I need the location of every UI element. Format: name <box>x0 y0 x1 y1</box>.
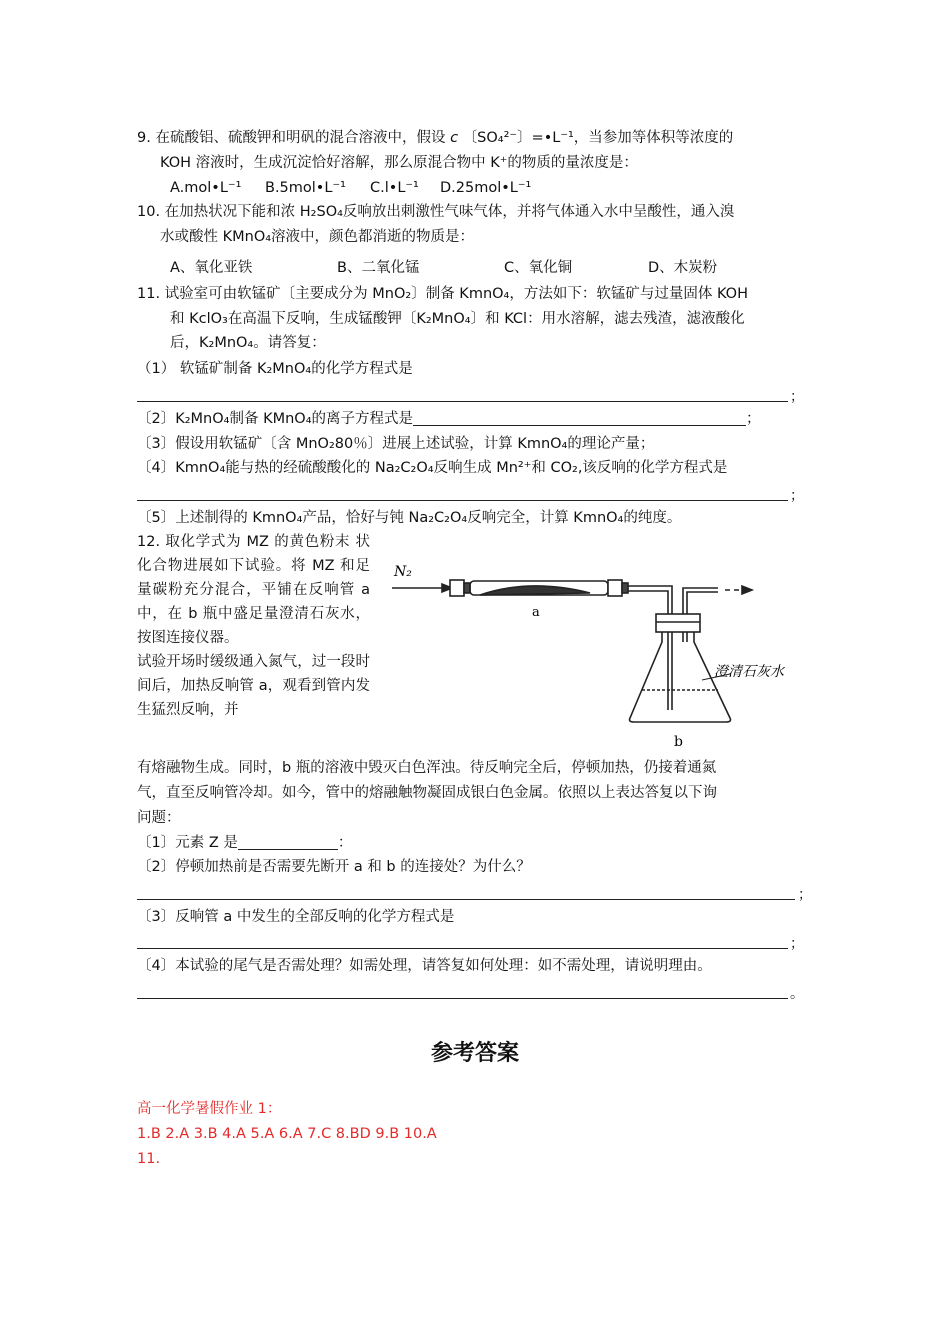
q11-line-1: 11. 试验室可由软锰矿〔主要成分为 MnO₂〕制备 KmnO₄，方法如下：软锰矿与过量固体 KOH <box>137 286 749 302</box>
q10-option-a: A、氧化亚铁 <box>170 260 253 276</box>
q11-part-4: 〔4〕KmnO₄能与热的经硫酸酸化的 Na₂C₂O₄反响生成 Mn²⁺和 CO₂,该反响的化学方程式是 <box>137 460 728 476</box>
q10-option-d: D、木炭粉 <box>648 260 718 276</box>
tube-a-label: a <box>532 605 540 620</box>
q12-part-3: 〔3〕反响管 a 中发生的全部反响的化学方程式是 <box>137 909 455 925</box>
q12-semicolon-3: ； <box>790 936 804 952</box>
answers-line-2: 11. <box>137 1151 161 1167</box>
q11-line-3: 后，K₂MnO₄。请答复： <box>170 335 326 351</box>
answers-line-1: 1.B 2.A 3.B 4.A 5.A 6.A 7.C 8.BD 9.B 10.A <box>137 1126 437 1142</box>
q9-option-a: A.mol•L⁻¹ <box>170 180 242 196</box>
q12-answer-line-2[interactable] <box>137 898 795 900</box>
q11-semicolon-4: ； <box>790 488 804 504</box>
tube-contents <box>480 586 590 595</box>
q12-answer-line-3[interactable] <box>137 947 788 949</box>
q12-part-1: 〔1〕元素 Z 是 ： <box>137 835 353 851</box>
q9-option-c: C.l•L⁻¹ <box>370 180 419 196</box>
n2-label: N₂ <box>394 564 412 580</box>
q11-part-1: （1） 软锰矿制备 K₂MnO₄的化学方程式是 <box>137 361 413 377</box>
q12-intro <box>137 530 370 722</box>
right-stopper <box>608 580 622 596</box>
q9-option-d: D.25mol•L⁻¹ <box>440 180 532 196</box>
q9-option-b: B.5mol•L⁻¹ <box>265 180 346 196</box>
q12-intro-a: 12. 取化学式为 MZ 的黄色粉末 状化合物进展如下试验。将 MZ 和足量碳粉充分混合，平铺在反响管 a 中，在 b 瓶中盛足量澄清石灰水，按图连接仪器。 <box>137 534 370 646</box>
left-connector <box>464 583 470 593</box>
flask-b-label: b <box>674 734 683 750</box>
q11-part-5: 〔5〕上述制得的 KmnO₄产品，恰好与钝 Na₂C₂O₄反响完全，计算 KmnO₄的纯度。 <box>137 510 682 526</box>
q12-end-mark: 。 <box>790 986 804 1002</box>
q11-answer-blank-2[interactable] <box>413 409 746 426</box>
apparatus-figure <box>380 550 820 750</box>
left-stopper <box>450 580 464 596</box>
exhaust-arrow-head <box>742 586 752 594</box>
q10-line-2: 水或酸性 KMnO₄溶液中，颜色都消逝的物质是： <box>160 229 475 245</box>
q12-intro-b: 试验开场时缓级通入氮气，过一段时间后，加热反响管 a，观看到管内发生猛烈反响，并 <box>137 654 370 718</box>
q11-answer-line-1[interactable] <box>137 400 788 402</box>
q11-line-2: 和 KclO₃在高温下反响，生成锰酸钾〔K₂MnO₄〕和 KCl：用水溶解，滤去残渣，滤液酸化 <box>170 311 745 327</box>
q12-answer-line-4[interactable] <box>137 997 788 999</box>
q11-part-3: 〔3〕假设用软锰矿〔含 MnO₂80％〕进展上述试验，计算 KmnO₄的理论产量； <box>137 436 655 452</box>
q12-part-4: 〔4〕本试验的尾气是否需处理？如需处理，请答复如何处理：如不需处理，请说明理由。 <box>137 958 712 974</box>
right-connector <box>622 583 628 593</box>
q12-part-2: 〔2〕停顿加热前是否需要先断开 a 和 b 的连接处？为什么？ <box>137 859 531 875</box>
q11-semicolon-1: ； <box>790 389 804 405</box>
q12-continue-2: 气，直至反响管冷却。如今，管中的熔融触物凝固成银白色金属。依照以上表达答复以下询 <box>137 785 717 801</box>
q9-line-1: 9. 在硫酸铝、硫酸钾和明矾的混合溶液中，假设 c 〔SO₄²⁻〕=•L⁻¹，当参加等体积等浓度的 <box>137 130 734 146</box>
q9-line-2: KOH 溶液时，生成沉淀恰好溶解，那么原混合物中 K⁺的物质的量浓度是： <box>160 155 638 171</box>
q10-option-b: B、二氧化锰 <box>337 260 420 276</box>
q10-line-1: 10. 在加热状况下能和浓 H₂SO₄反响放出刺激性气味气体，并将气体通入水中呈酸性，通入溴 <box>137 204 735 220</box>
q12-continue-3: 问题： <box>137 810 181 826</box>
flask-stopper <box>656 614 700 632</box>
q10-option-c: C、氧化铜 <box>504 260 573 276</box>
q12-continue-1: 有熔融物生成。同时，b 瓶的溶液中毁灭白色浑浊。待反响完全后，停顿加热，仍接着通氮 <box>137 760 717 776</box>
answers-title: 参考答案 <box>430 1040 519 1066</box>
q11-answer-line-4[interactable] <box>137 499 788 501</box>
q11-part-2: 〔2〕K₂MnO₄制备 KMnO₄的离子方程式是 ； <box>137 411 761 427</box>
q12-semicolon-2: ； <box>798 887 812 903</box>
answers-heading: 高一化学暑假作业 1： <box>137 1101 282 1117</box>
limewater-label: 澄清石灰水 <box>714 664 784 680</box>
q12-answer-blank-1[interactable] <box>238 833 338 850</box>
